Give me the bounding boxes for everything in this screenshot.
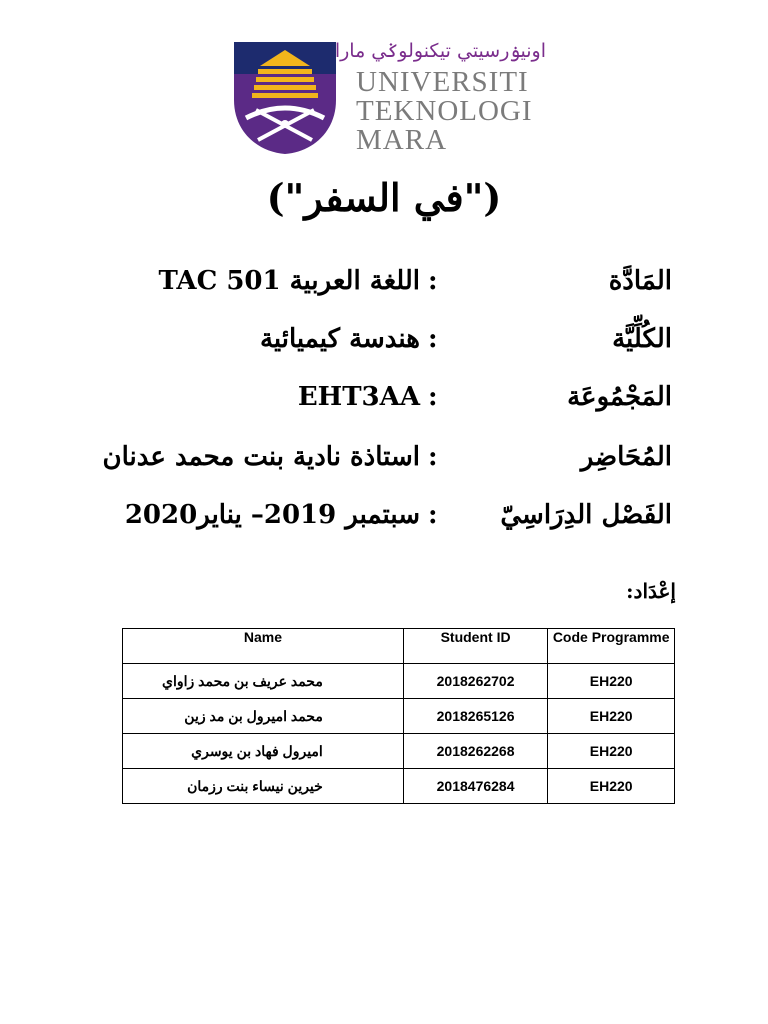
student-name: محمد عريف بن محمد زاواي [123, 664, 404, 699]
table-row [123, 699, 675, 734]
prepared-by-label: إعْدَاد: [626, 579, 676, 603]
info-value: اللغة العربية TAC 501 [158, 266, 420, 296]
document-title: ("في السفر") [266, 175, 502, 220]
info-value: سبتمبر 2019– يناير2020 [124, 500, 420, 530]
info-colon: : [428, 266, 438, 296]
info-row-lecturer [60, 434, 672, 480]
info-colon: : [428, 500, 438, 530]
programme-code: EH220 [548, 664, 675, 699]
student-name: محمد اميرول بن مد زين [123, 699, 404, 734]
info-label: المَجْمُوعَة [567, 382, 672, 412]
logo-line-universiti: UNIVERSITI [356, 66, 529, 98]
table-row [123, 769, 675, 804]
info-label: الفَصْل الدِرَاسِيّ [500, 500, 672, 530]
info-row-subject [60, 258, 672, 304]
info-value: EHT3AA [297, 382, 420, 412]
info-label: الكُلِّيَّة [612, 324, 672, 354]
student-id: 2018262702 [403, 664, 548, 699]
logo-line-teknologi: TEKNOLOGI [356, 95, 533, 127]
programme-code: EH220 [548, 769, 675, 804]
header-name: Name [123, 629, 404, 664]
uitm-shield-icon [232, 40, 338, 156]
info-colon: : [428, 382, 438, 412]
header-student-id: Student ID [403, 629, 548, 664]
info-label: المَادَّة [608, 266, 672, 296]
table-row [123, 664, 675, 699]
info-row-semester [60, 492, 672, 538]
student-id: 2018476284 [403, 769, 548, 804]
university-logo [232, 40, 552, 158]
student-name: خيرين نيساء بنت رزمان [123, 769, 404, 804]
logo-jawi-text: اونيۏرسيتي تيكنولوݢي مارا [334, 40, 546, 62]
info-row-group [60, 374, 672, 420]
info-colon: : [428, 442, 438, 472]
info-value: استاذة نادية بنت محمد عدنان [102, 442, 420, 472]
programme-code: EH220 [548, 699, 675, 734]
table-row [123, 734, 675, 769]
students-table [122, 628, 675, 804]
programme-code: EH220 [548, 734, 675, 769]
student-name: اميرول فهاد بن يوسري [123, 734, 404, 769]
student-id: 2018265126 [403, 699, 548, 734]
info-value: هندسة كيميائية [259, 324, 420, 354]
student-id: 2018262268 [403, 734, 548, 769]
logo-line-mara: MARA [356, 124, 448, 156]
info-label: المُحَاضِر [580, 442, 672, 472]
info-row-faculty [60, 316, 672, 362]
header-code-programme: Code Programme [548, 629, 675, 664]
table-header-row [123, 629, 675, 664]
info-colon: : [428, 324, 438, 354]
